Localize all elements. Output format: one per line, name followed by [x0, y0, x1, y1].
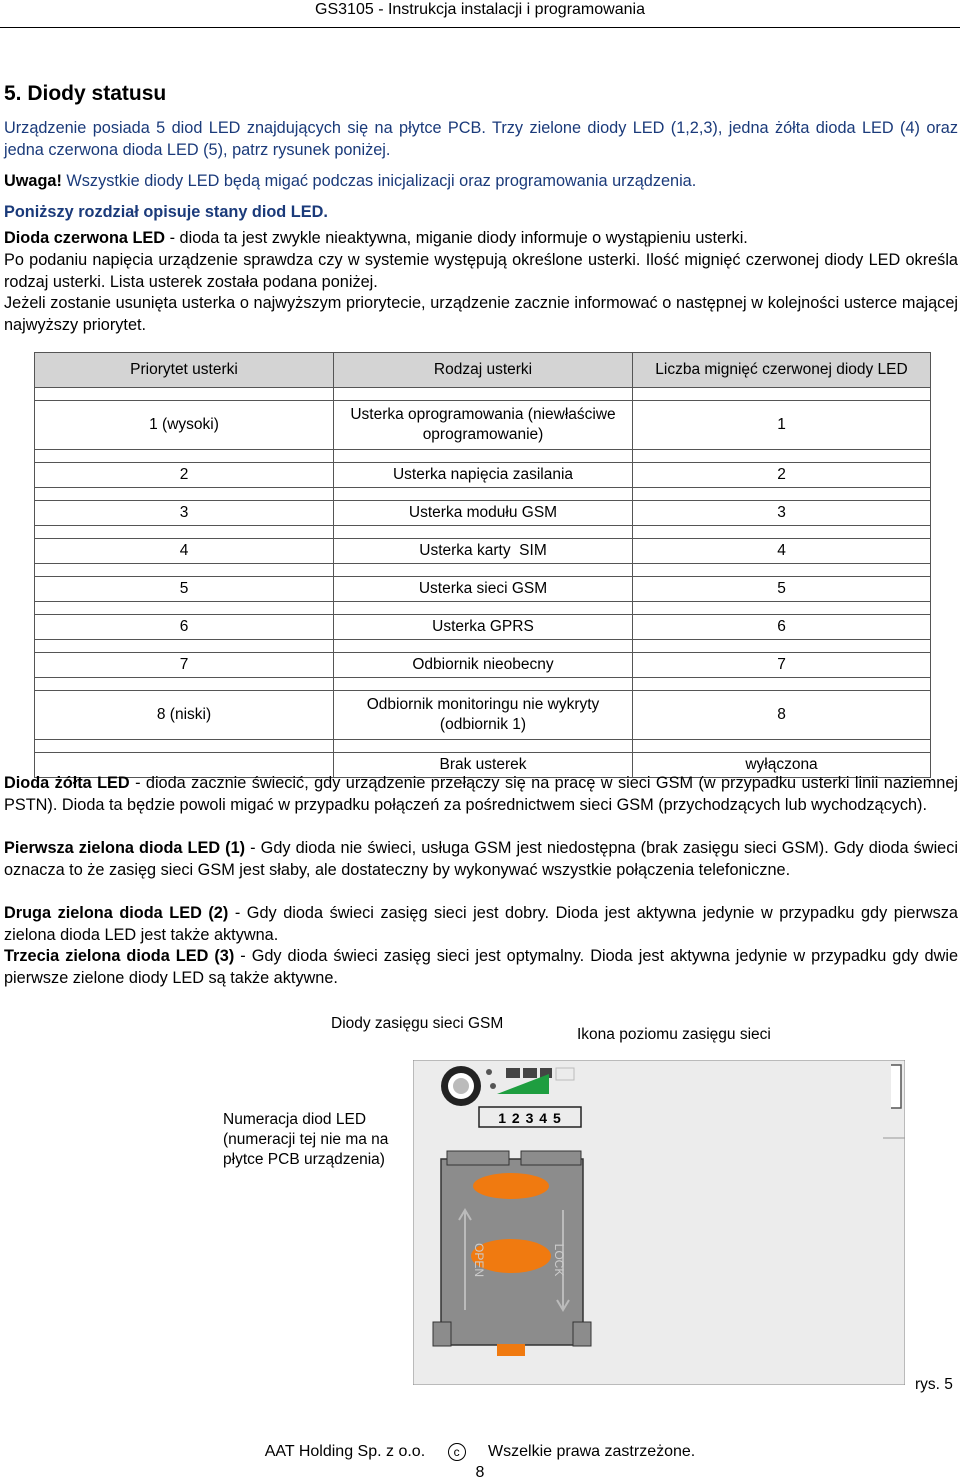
yellow-led-paragraph [4, 773, 958, 816]
cell-fault-type: Usterka modułu GSM [334, 501, 633, 526]
table-row [35, 501, 931, 526]
warning-paragraph [4, 171, 958, 193]
led-numbers: 1 2 3 4 5 [498, 1110, 562, 1126]
cell-fault-type: Usterka GPRS [334, 615, 633, 640]
red-led-paragraph [4, 228, 958, 250]
red-led-text: - dioda ta jest zwykle nieaktywna, miganie diody informuje o wystąpieniu usterki. [165, 229, 748, 247]
intro-paragraph: Urządzenie posiada 5 diod LED znajdujących się na płytce PCB. Trzy zielone diody LED (1,2,3), jedna żółta dioda LED (4) oraz jedna czerwona dioda LED (5), patrz rysunek poniżej. [4, 119, 958, 159]
green2-led-paragraph [4, 903, 958, 946]
label-gsm-leds: Diody zasięgu sieci GSM [331, 1015, 504, 1032]
cell-priority: 4 [35, 539, 334, 564]
cell-priority: 5 [35, 577, 334, 602]
footer [0, 1443, 960, 1461]
cell-priority: 2 [35, 463, 334, 488]
cell-blink-count: wyłączona [633, 753, 931, 778]
table-row [35, 463, 931, 488]
header-fault-type: Rodzaj usterki [334, 353, 633, 388]
cell-blink-count: 2 [633, 463, 931, 488]
cell-priority: 7 [35, 653, 334, 678]
footer-rights: Wszelkie prawa zastrzeżone. [488, 1443, 696, 1461]
cell-priority: 3 [35, 501, 334, 526]
cell-fault-type: Usterka sieci GSM [334, 577, 633, 602]
document-header: GS3105 - Instrukcja instalacji i programowania [315, 1, 645, 18]
cell-blink-count: 6 [633, 615, 931, 640]
states-intro: Poniższy rozdział opisuje stany diod LED. [4, 203, 328, 221]
figure-caption: rys. 5 [915, 1376, 953, 1393]
table-row [35, 577, 931, 602]
cell-blink-count: 4 [633, 539, 931, 564]
green2-led-text: - Gdy dioda świeci zasięg sieci jest dobry. Dioda jest aktywna jedynie w przypadku gdy pierwsza zielona dioda LED jest także aktywna. [4, 904, 958, 944]
green3-led-text: - Gdy dioda świeci zasięg sieci jest optymalny. Dioda jest aktywna jedynie w przypadku gdy dwie pierwsze zielone diody LED są także aktywne. [4, 947, 958, 987]
yellow-led-text: - dioda zacznie świecić, gdy urządzenie przełączy się na pracę w sieci GSM (w przypadku usterki linii naziemnej PSTN). Dioda ta będzie powoli migać w przypadku połączeń za pośrednictwem sieci GSM (przychodzących lub wychodzących). [4, 774, 958, 814]
green1-led-label: Pierwsza zielona dioda LED (1) [4, 839, 246, 857]
table-row [35, 691, 931, 740]
cell-fault-type: Brak usterek [334, 753, 633, 778]
fault-table-header [35, 353, 931, 388]
green1-led-text: - Gdy dioda nie świeci, usługa GSM jest niedostępna (brak zasięgu sieci GSM). Gdy dioda świeci oznacza to że zasięg sieci GSM jest słaby, ale dostateczny by wykonywać wszystkie połączenia telefoniczne. [4, 839, 958, 879]
cell-priority: 1 (wysoki) [35, 401, 334, 450]
yellow-led-label: Dioda żółta LED [4, 774, 130, 792]
sim-contact [497, 1344, 525, 1356]
section-title: 5. Diody statusu [4, 82, 167, 105]
cell-fault-type: Odbiornik nieobecny [334, 653, 633, 678]
cell-priority: 6 [35, 615, 334, 640]
table-row [35, 615, 931, 640]
cell-fault-type: Usterka napięcia zasilania [334, 463, 633, 488]
footer-company: AAT Holding Sp. z o.o. [264, 1443, 426, 1461]
table-row [35, 653, 931, 678]
header-priority: Priorytet usterki [35, 353, 334, 388]
sim-contact [473, 1173, 549, 1199]
green3-led-paragraph [4, 946, 958, 989]
copyright-icon: c [448, 1443, 466, 1461]
green2-led-label: Druga zielona dioda LED (2) [4, 904, 229, 922]
sim-holder [433, 1151, 591, 1356]
round-component [441, 1066, 481, 1106]
cell-blink-count: 1 [633, 401, 931, 450]
green1-led-paragraph [4, 838, 958, 881]
cell-priority: 8 (niski) [35, 691, 334, 740]
label-signal-icon: Ikona poziomu zasięgu sieci [577, 1026, 771, 1043]
label-led-numbering: Numeracja diod LED (numeracji tej nie ma na płytce PCB urządzenia) [223, 1111, 389, 1168]
cell-fault-type: Usterka karty SIM [334, 539, 633, 564]
warning-label: Uwaga! [4, 172, 62, 190]
red-led-label: Dioda czerwona LED [4, 229, 166, 247]
green3-led-label: Trzecia zielona dioda LED (3) [4, 947, 235, 965]
sim-lock-text: LOCK [552, 1243, 566, 1277]
sim-open-text: OPEN [472, 1242, 486, 1278]
cell-blink-count: 8 [633, 691, 931, 740]
cell-blink-count: 5 [633, 577, 931, 602]
pcb-figure [413, 1060, 905, 1385]
warning-text: Wszystkie diody LED będą migać podczas inicjalizacji oraz programowania urządzenia. [61, 172, 697, 190]
cell-blink-count: 3 [633, 501, 931, 526]
cell-blink-count: 7 [633, 653, 931, 678]
header-divider [0, 27, 960, 28]
page-number: 8 [475, 1464, 485, 1481]
priority-paragraph: Jeżeli zostanie usunięta usterka o najwyższym priorytecie, urządzenie zacznie informować o następnej w kolejności usterce mającej najwyższy priorytet. [4, 294, 958, 334]
fault-check-paragraph: Po podaniu napięcia urządzenie sprawdza czy w systemie występują określone usterki. Ilość mignięć czerwonej diody LED określa rodzaj usterki. Lista usterek została podana poniżej. [4, 251, 958, 291]
fault-table [34, 352, 931, 778]
header-blink-count: Liczba mignięć czerwonej diody LED [633, 353, 931, 388]
table-row [35, 539, 931, 564]
cell-fault-type: Odbiornik monitoringu nie wykryty (odbiornik 1) [334, 691, 633, 740]
table-row [35, 401, 931, 450]
cell-fault-type: Usterka oprogramowania (niewłaściwe oprogramowanie) [334, 401, 633, 450]
